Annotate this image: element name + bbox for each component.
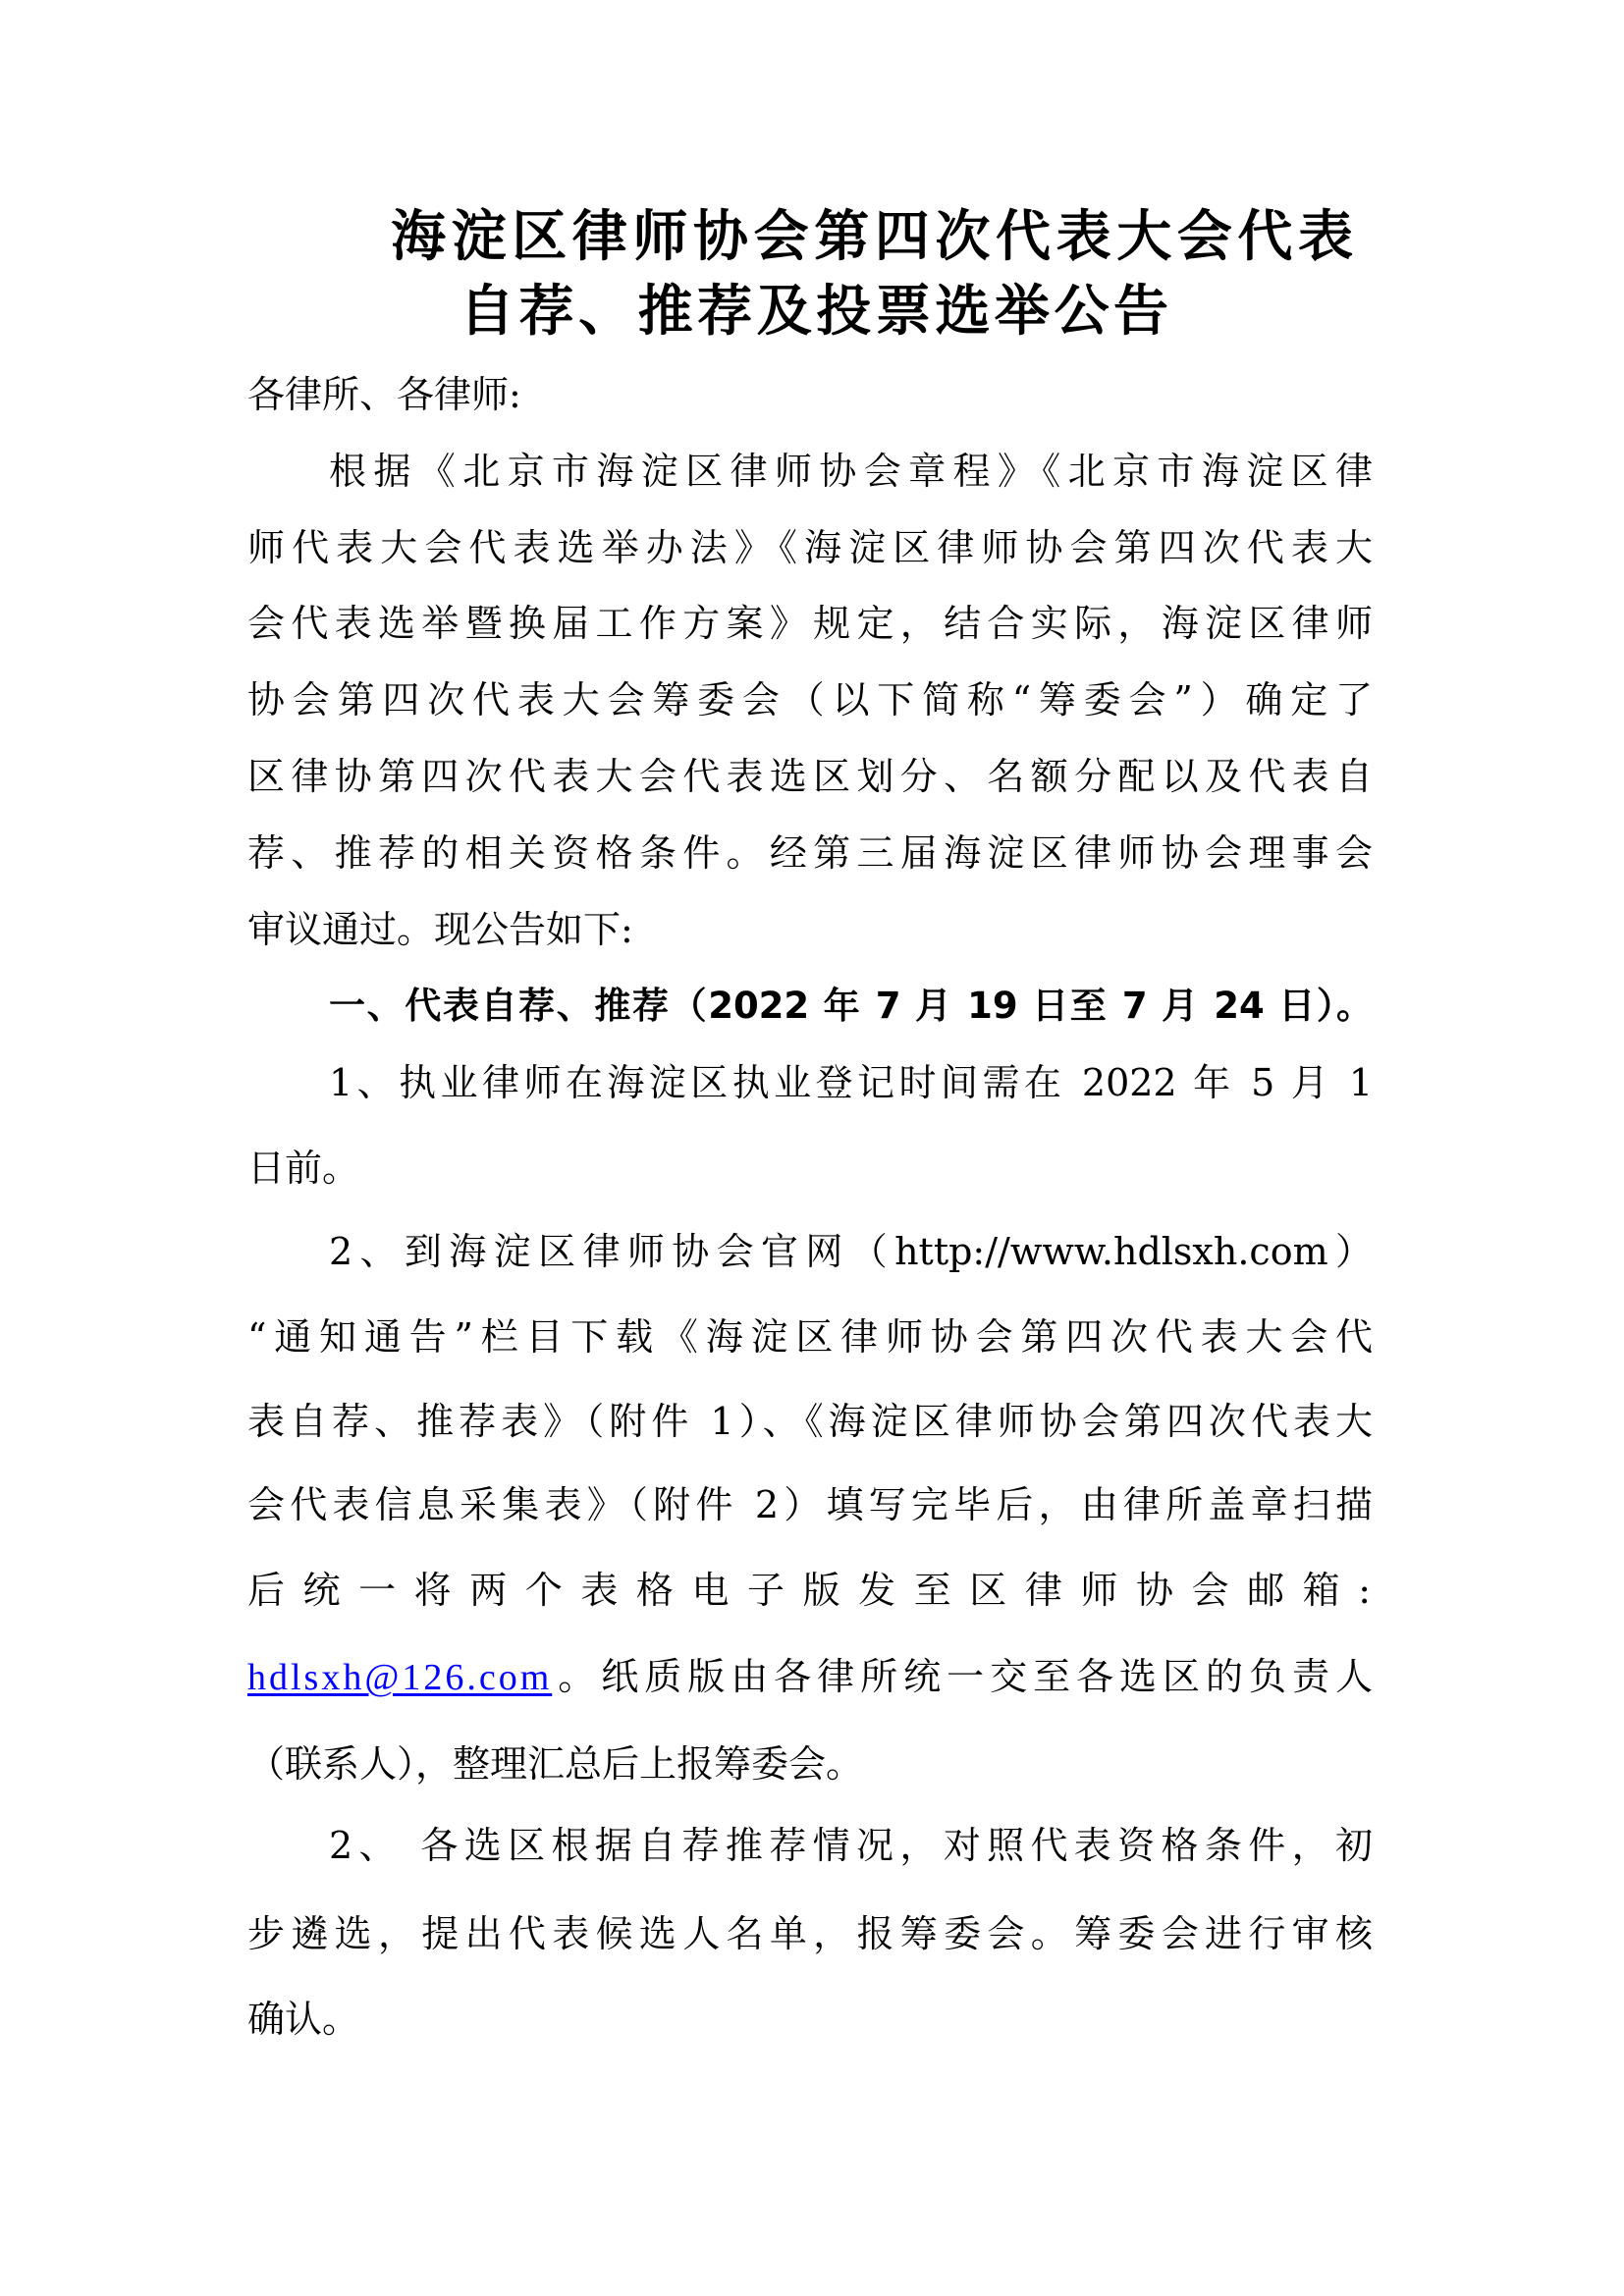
intro-line: 荐、推荐的相关资格条件。经第三届海淀区律师协会理事会 — [247, 831, 1373, 875]
intro-line: 协会第四次代表大会筹委会（以下简称“筹委会”）确定了 — [247, 678, 1373, 721]
intro-line: 师代表大会代表选举办法》《海淀区律师协会第四次代表大 — [247, 526, 1373, 569]
item1-line: 日前。 — [247, 1147, 360, 1190]
document-title-line-2: 自荐、推荐及投票选举公告 — [460, 279, 1168, 344]
intro-line: 会代表选举暨换届工作方案》规定，结合实际，海淀区律师 — [247, 602, 1373, 645]
item2-line: 2、到海淀区律师协会官网（http://www.hdlsxh.com） — [329, 1230, 1373, 1273]
email-link[interactable]: hdlsxh@126.com — [247, 1657, 553, 1698]
item3-line: 步遴选，提出代表候选人名单，报筹委会。筹委会进行审核 — [247, 1912, 1373, 1955]
item1-line: 1、执业律师在海淀区执业登记时间需在 2022 年 5 月 1 — [329, 1061, 1373, 1104]
intro-line: 区律协第四次代表大会代表选区划分、名额分配以及代表自 — [247, 755, 1373, 798]
item2-line: （联系人），整理汇总后上报筹委会。 — [247, 1742, 864, 1786]
section-heading: 一、代表自荐、推荐（2022 年 7 月 19 日至 7 月 24 日）。 — [329, 985, 1373, 1027]
intro-line: 根据《北京市海淀区律师协会章程》《北京市海淀区律 — [329, 450, 1373, 493]
item2-line: 后统一将两个表格电子版发至区律师协会邮箱: — [247, 1569, 1373, 1612]
item3-line: 确认。 — [247, 1998, 360, 2041]
item2-line: 会代表信息采集表》（附件 2）填写完毕后，由律所盖章扫描 — [247, 1483, 1373, 1526]
document-title-line-1: 海淀区律师协会第四次代表大会代表 — [391, 204, 1353, 269]
item2-line: “通知通告”栏目下载《海淀区律师协会第四次代表大会代 — [247, 1315, 1373, 1359]
item2-line: 表自荐、推荐表》（附件 1）、《海淀区律师协会第四次代表大 — [247, 1400, 1373, 1443]
email-line-rest: 。纸质版由各律所统一交至各选区的负责人 — [552, 1655, 1373, 1698]
salutation: 各律所、各律师: — [247, 373, 521, 416]
intro-line: 审议通过。现公告如下: — [247, 908, 633, 951]
item3-line: 2、 各选区根据自荐推荐情况，对照代表资格条件，初 — [329, 1824, 1373, 1867]
item2-email-line — [247, 1654, 1373, 1699]
